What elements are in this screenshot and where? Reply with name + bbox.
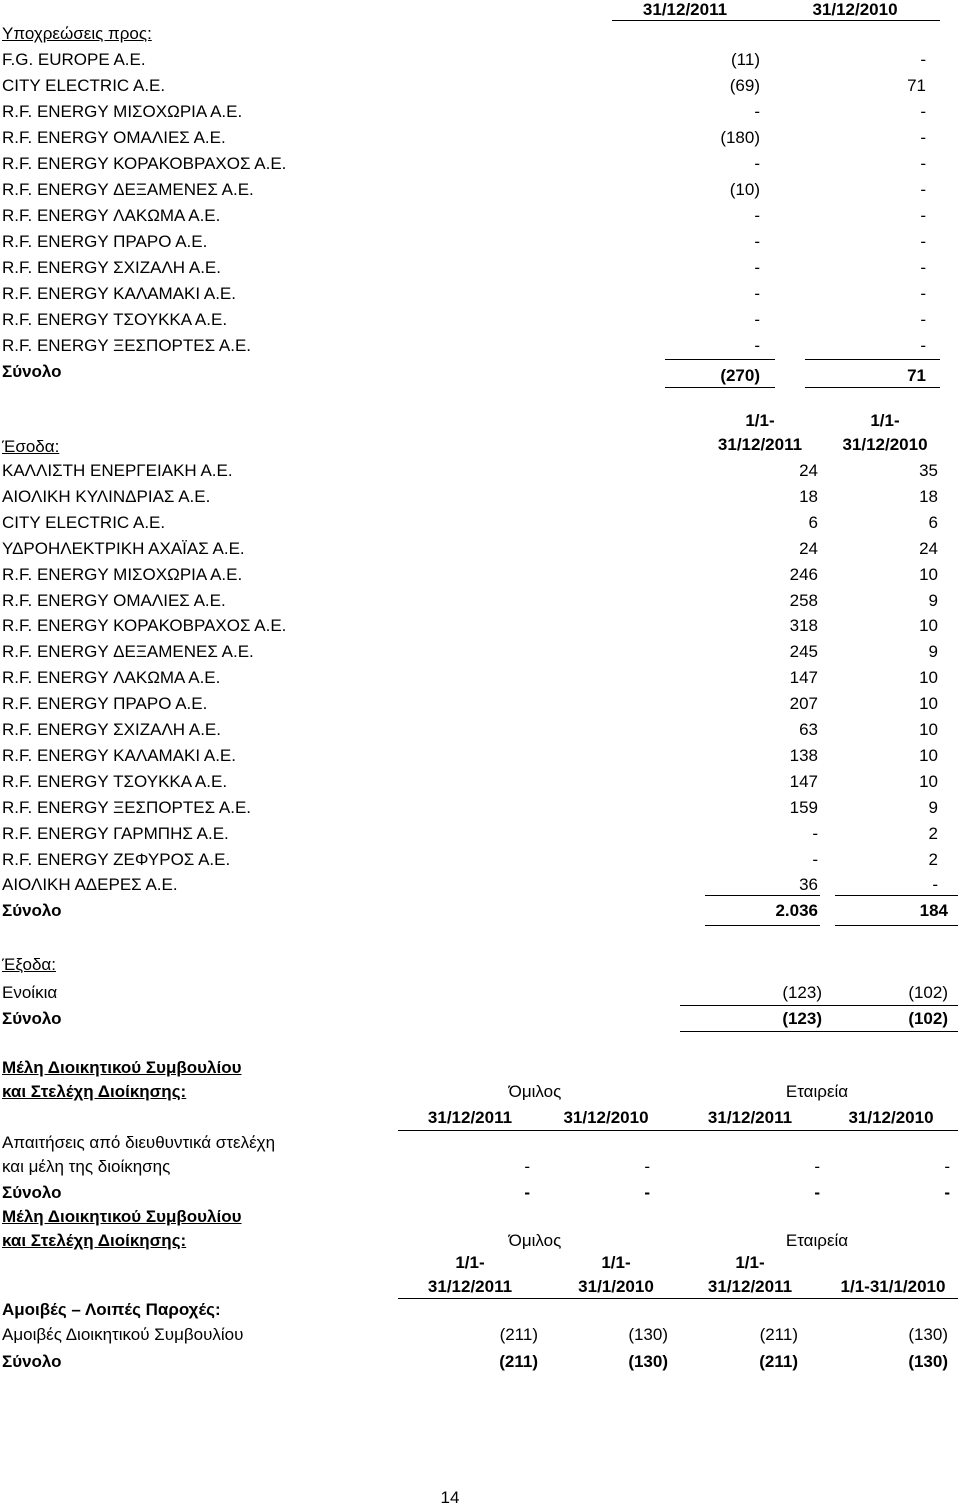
income-row-2010: 24 <box>919 538 938 558</box>
income-row-2010: 35 <box>919 461 938 480</box>
payables-row-2010: - <box>920 50 926 69</box>
income-row-2011: 245 <box>789 642 818 662</box>
income-row-label: R.F. ENERGY ΣΧΙΖΑΛΗ Α.Ε. <box>2 720 221 739</box>
income-row-label: R.F. ENERGY ΔΕΞΑΜΕΝΕΣ Α.Ε. <box>2 642 254 662</box>
payables-header-2010: 31/12/2010 <box>812 0 898 19</box>
board-receivables-row-v2: - <box>644 1157 650 1176</box>
payables-total-2010: 71 <box>907 366 926 385</box>
board-fees-row-v3: (211) <box>759 1325 798 1344</box>
board-receivables-row-v1: - <box>524 1157 530 1176</box>
income-row-label: R.F. ENERGY ΚΑΛΑΜΑΚΙ Α.Ε. <box>2 745 236 765</box>
income-row-2011: 147 <box>789 668 818 688</box>
payables-row-label: R.F. ENERGY ΞΕΣΠΟΡΤΕΣ Α.Ε. <box>2 336 252 355</box>
board-fees-heading-2: και Στελέχη Διοίκησης: <box>2 1231 187 1250</box>
income-header-bottom-2010: 31/12/2010 <box>842 435 928 454</box>
board-receivables-heading-2: και Στελέχη Διοίκησης: <box>2 1082 187 1101</box>
income-row-2010: 18 <box>919 486 938 506</box>
income-row-label: R.F. ENERGY ΞΕΣΠΟΡΤΕΣ Α.Ε. <box>2 797 252 817</box>
expenses-total-label: Σύνολο <box>2 1009 62 1028</box>
payables-row-label: R.F. ENERGY ΟΜΑΛΙΕΣ Α.Ε. <box>2 128 226 147</box>
income-row-2010: 10 <box>919 616 938 636</box>
payables-row-label: R.F. ENERGY ΔΕΞΑΜΕΝΕΣ Α.Ε. <box>2 180 254 199</box>
income-row-2011: 318 <box>789 616 818 636</box>
payables-row-2011: - <box>754 310 760 329</box>
income-row-label: R.F. ENERGY ΤΣΟΥΚΚΑ Α.Ε. <box>2 771 228 791</box>
income-row-2010: 10 <box>919 694 938 714</box>
board-fees-row-v4: (130) <box>908 1325 948 1344</box>
income-row-2010: 10 <box>919 771 938 791</box>
income-row-label: ΑΙΟΛΙΚΗ ΚΥΛΙΝΔΡΙΑΣ Α.Ε. <box>2 486 211 506</box>
payables-row-2010: - <box>920 206 926 225</box>
board-receivables-total-v4: - <box>944 1183 950 1202</box>
payables-total-line-2011 <box>665 359 775 360</box>
expenses-row-label: Ενοίκια <box>2 983 58 1002</box>
payables-row-2011: (69) <box>729 76 760 95</box>
income-total-underline-2010 <box>835 925 958 926</box>
payables-row-2011: - <box>754 206 760 225</box>
income-row-label: ΚΑΛΛΙΣΤΗ ΕΝΕΡΓΕΙΑΚΗ Α.Ε. <box>2 461 233 480</box>
board-fees-total-v4: (130) <box>908 1352 948 1371</box>
income-total-2011: 2.036 <box>775 901 818 920</box>
income-total-line-2011 <box>705 895 820 896</box>
board-fees-col-bottom-2: 31/1/2010 <box>578 1277 654 1296</box>
income-row-2010: 6 <box>928 512 938 532</box>
payables-row-2010: - <box>920 128 926 147</box>
income-row-2011: 258 <box>789 590 818 610</box>
income-row-label: R.F. ENERGY ΜΙΣΟΧΩΡΙΑ Α.Ε. <box>2 564 243 584</box>
board-receivables-total-v2: - <box>644 1183 650 1202</box>
income-total-label: Σύνολο <box>2 901 62 920</box>
payables-total-line-2010 <box>805 359 940 360</box>
income-row-2010: 9 <box>928 590 938 610</box>
income-row-label: R.F. ENERGY ΚΟΡΑΚΟΒΡΑΧΟΣ Α.Ε. <box>2 616 287 636</box>
payables-total-label: Σύνολο <box>2 362 62 381</box>
income-row-2011: 24 <box>799 538 818 558</box>
payables-row-2011: (180) <box>720 128 760 147</box>
payables-row-2011: - <box>754 154 760 173</box>
expenses-total-underline <box>680 1031 958 1032</box>
income-row-2010: 9 <box>928 797 938 817</box>
board-fees-col-bottom-3: 31/12/2011 <box>707 1277 793 1296</box>
board-fees-row-v2: (130) <box>628 1325 668 1344</box>
income-row-2011: - <box>812 823 818 843</box>
payables-row-2010: 71 <box>907 76 926 95</box>
income-row-2011: 159 <box>789 797 818 817</box>
income-row-2010: 10 <box>919 564 938 584</box>
income-total-underline-2011 <box>705 925 820 926</box>
payables-row-2010: - <box>920 180 926 199</box>
board-fees-col-top-2: 1/1- <box>601 1253 631 1272</box>
income-row-label: ΑΙΟΛΙΚΗ ΑΔΕΡΕΣ Α.Ε. <box>2 875 178 895</box>
income-header-top-2010: 1/1- <box>870 411 900 430</box>
board-receivables-col-3: 31/12/2011 <box>707 1108 793 1127</box>
payables-row-label: CITY ELECTRIC A.E. <box>2 76 166 95</box>
income-row-label: CITY ELECTRIC A.E. <box>2 512 166 532</box>
income-row-2010: 10 <box>919 668 938 688</box>
board-fees-col-bottom-1: 31/12/2011 <box>427 1277 513 1296</box>
income-row-2011: 63 <box>799 720 818 739</box>
payables-row-2010: - <box>920 102 926 121</box>
board-fees-total-label: Σύνολο <box>2 1352 62 1371</box>
board-receivables-row-label-1: Απαιτήσεις από διευθυντικά στελέχη <box>2 1133 276 1152</box>
payables-row-2011: (11) <box>731 50 760 69</box>
income-row-2010: - <box>932 875 938 895</box>
payables-row-label: R.F. ENERGY ΚΟΡΑΚΟΒΡΑΧΟΣ Α.Ε. <box>2 154 287 173</box>
board-receivables-col-2: 31/12/2010 <box>563 1108 649 1127</box>
payables-row-2010: - <box>920 310 926 329</box>
board-fees-company-label: Εταιρεία <box>785 1231 849 1250</box>
payables-row-2010: - <box>920 232 926 251</box>
board-fees-total-v3: (211) <box>759 1352 798 1371</box>
board-fees-row-label: Αμοιβές Διοικητικού Συμβουλίου <box>2 1325 244 1344</box>
income-row-2011: 24 <box>799 461 818 480</box>
board-fees-row-v1: (211) <box>499 1325 538 1344</box>
payables-row-2010: - <box>920 154 926 173</box>
income-row-label: ΥΔΡΟΗΛΕΚΤΡΙΚΗ ΑΧΑΪΑΣ Α.Ε. <box>2 538 245 558</box>
payables-row-2011: - <box>754 258 760 277</box>
payables-row-label: F.G. EUROPE A.E. <box>2 50 146 69</box>
expenses-total-2011: (123) <box>782 1009 822 1028</box>
income-row-2011: 246 <box>789 564 818 584</box>
payables-row-label: R.F. ENERGY ΚΑΛΑΜΑΚΙ Α.Ε. <box>2 284 236 303</box>
income-row-2011: 6 <box>808 512 818 532</box>
income-row-label: R.F. ENERGY ΛΑΚΩΜΑ Α.Ε. <box>2 668 221 688</box>
board-receivables-total-v1: - <box>524 1183 530 1202</box>
board-receivables-row-v4: - <box>944 1157 950 1176</box>
board-receivables-row-v3: - <box>814 1157 820 1176</box>
board-fees-total-v1: (211) <box>499 1352 538 1371</box>
board-receivables-group-label: Όμιλος <box>508 1082 562 1101</box>
payables-heading: Υποχρεώσεις προς: <box>2 24 152 43</box>
payables-row-label: R.F. ENERGY ΤΣΟΥΚΚΑ Α.Ε. <box>2 310 228 329</box>
income-total-2010: 184 <box>919 901 948 920</box>
board-fees-col-bottom-4: 1/1-31/1/2010 <box>840 1277 946 1296</box>
income-total-line-2010 <box>835 895 958 896</box>
board-fees-section-label: Αμοιβές – Λοιπές Παροχές: <box>2 1300 221 1319</box>
payables-row-label: R.F. ENERGY ΠΡΑΡΟ Α.Ε. <box>2 232 208 251</box>
payables-total-2011: (270) <box>720 366 760 385</box>
payables-row-label: R.F. ENERGY ΜΙΣΟΧΩΡΙΑ Α.Ε. <box>2 102 243 121</box>
income-row-2011: 147 <box>789 771 818 791</box>
payables-row-2011: - <box>754 102 760 121</box>
income-row-2011: 138 <box>789 745 818 765</box>
income-row-2010: 10 <box>919 745 938 765</box>
board-receivables-company-label: Εταιρεία <box>785 1082 849 1101</box>
payables-total-underline-2010 <box>805 387 940 388</box>
board-receivables-col-1: 31/12/2011 <box>427 1108 513 1127</box>
board-fees-header-line <box>398 1298 958 1299</box>
payables-row-2010: - <box>920 284 926 303</box>
payables-row-2011: - <box>754 336 760 355</box>
board-fees-col-top-3: 1/1- <box>735 1253 765 1272</box>
board-receivables-total-label: Σύνολο <box>2 1183 62 1202</box>
payables-row-2011: - <box>754 284 760 303</box>
expenses-total-2010: (102) <box>908 1009 948 1028</box>
board-fees-group-label: Όμιλος <box>508 1231 562 1250</box>
income-row-label: R.F. ENERGY ΟΜΑΛΙΕΣ Α.Ε. <box>2 590 226 610</box>
board-fees-heading-1: Μέλη Διοικητικού Συμβουλίου <box>2 1207 242 1226</box>
board-receivables-row-label-2: και μέλη της διοίκησης <box>2 1157 171 1176</box>
income-row-2010: 9 <box>928 642 938 662</box>
income-row-2011: 18 <box>799 486 818 506</box>
income-header-top-2011: 1/1- <box>745 411 775 430</box>
board-fees-total-v2: (130) <box>628 1352 668 1371</box>
payables-header-2011: 31/12/2011 <box>642 0 728 19</box>
board-receivables-total-v3: - <box>814 1183 820 1202</box>
page-number: 14 <box>440 1488 460 1507</box>
income-row-2011: 36 <box>799 875 818 895</box>
payables-row-2011: (10) <box>729 180 760 199</box>
expenses-row-2010: (102) <box>908 983 948 1002</box>
payables-row-label: R.F. ENERGY ΛΑΚΩΜΑ Α.Ε. <box>2 206 221 225</box>
income-row-label: R.F. ENERGY ΓΑΡΜΠΗΣ Α.Ε. <box>2 823 229 843</box>
income-row-2010: 2 <box>928 823 938 843</box>
board-receivables-heading-1: Μέλη Διοικητικού Συμβουλίου <box>2 1058 242 1077</box>
expenses-heading: Έξοδα: <box>2 955 56 974</box>
income-row-label: R.F. ENERGY ΠΡΑΡΟ Α.Ε. <box>2 694 208 714</box>
payables-row-2010: - <box>920 258 926 277</box>
income-row-2010: 2 <box>928 849 938 869</box>
payables-row-2010: - <box>920 336 926 355</box>
board-receivables-col-4: 31/12/2010 <box>848 1108 934 1127</box>
income-heading: Έσοδα: <box>2 437 60 456</box>
income-header-bottom-2011: 31/12/2011 <box>717 435 803 454</box>
income-row-label: R.F. ENERGY ΖΕΦΥΡΟΣ Α.Ε. <box>2 849 231 869</box>
payables-total-underline-2011 <box>665 387 775 388</box>
income-row-2010: 10 <box>919 720 938 739</box>
income-row-2011: - <box>812 849 818 869</box>
payables-row-label: R.F. ENERGY ΣΧΙΖΑΛΗ Α.Ε. <box>2 258 221 277</box>
expenses-total-line <box>680 1005 958 1006</box>
payables-header-line <box>612 20 940 21</box>
expenses-row-2011: (123) <box>782 983 822 1002</box>
payables-row-2011: - <box>754 232 760 251</box>
income-row-2011: 207 <box>789 694 818 714</box>
board-receivables-header-line <box>398 1130 958 1131</box>
board-fees-col-top-1: 1/1- <box>455 1253 485 1272</box>
